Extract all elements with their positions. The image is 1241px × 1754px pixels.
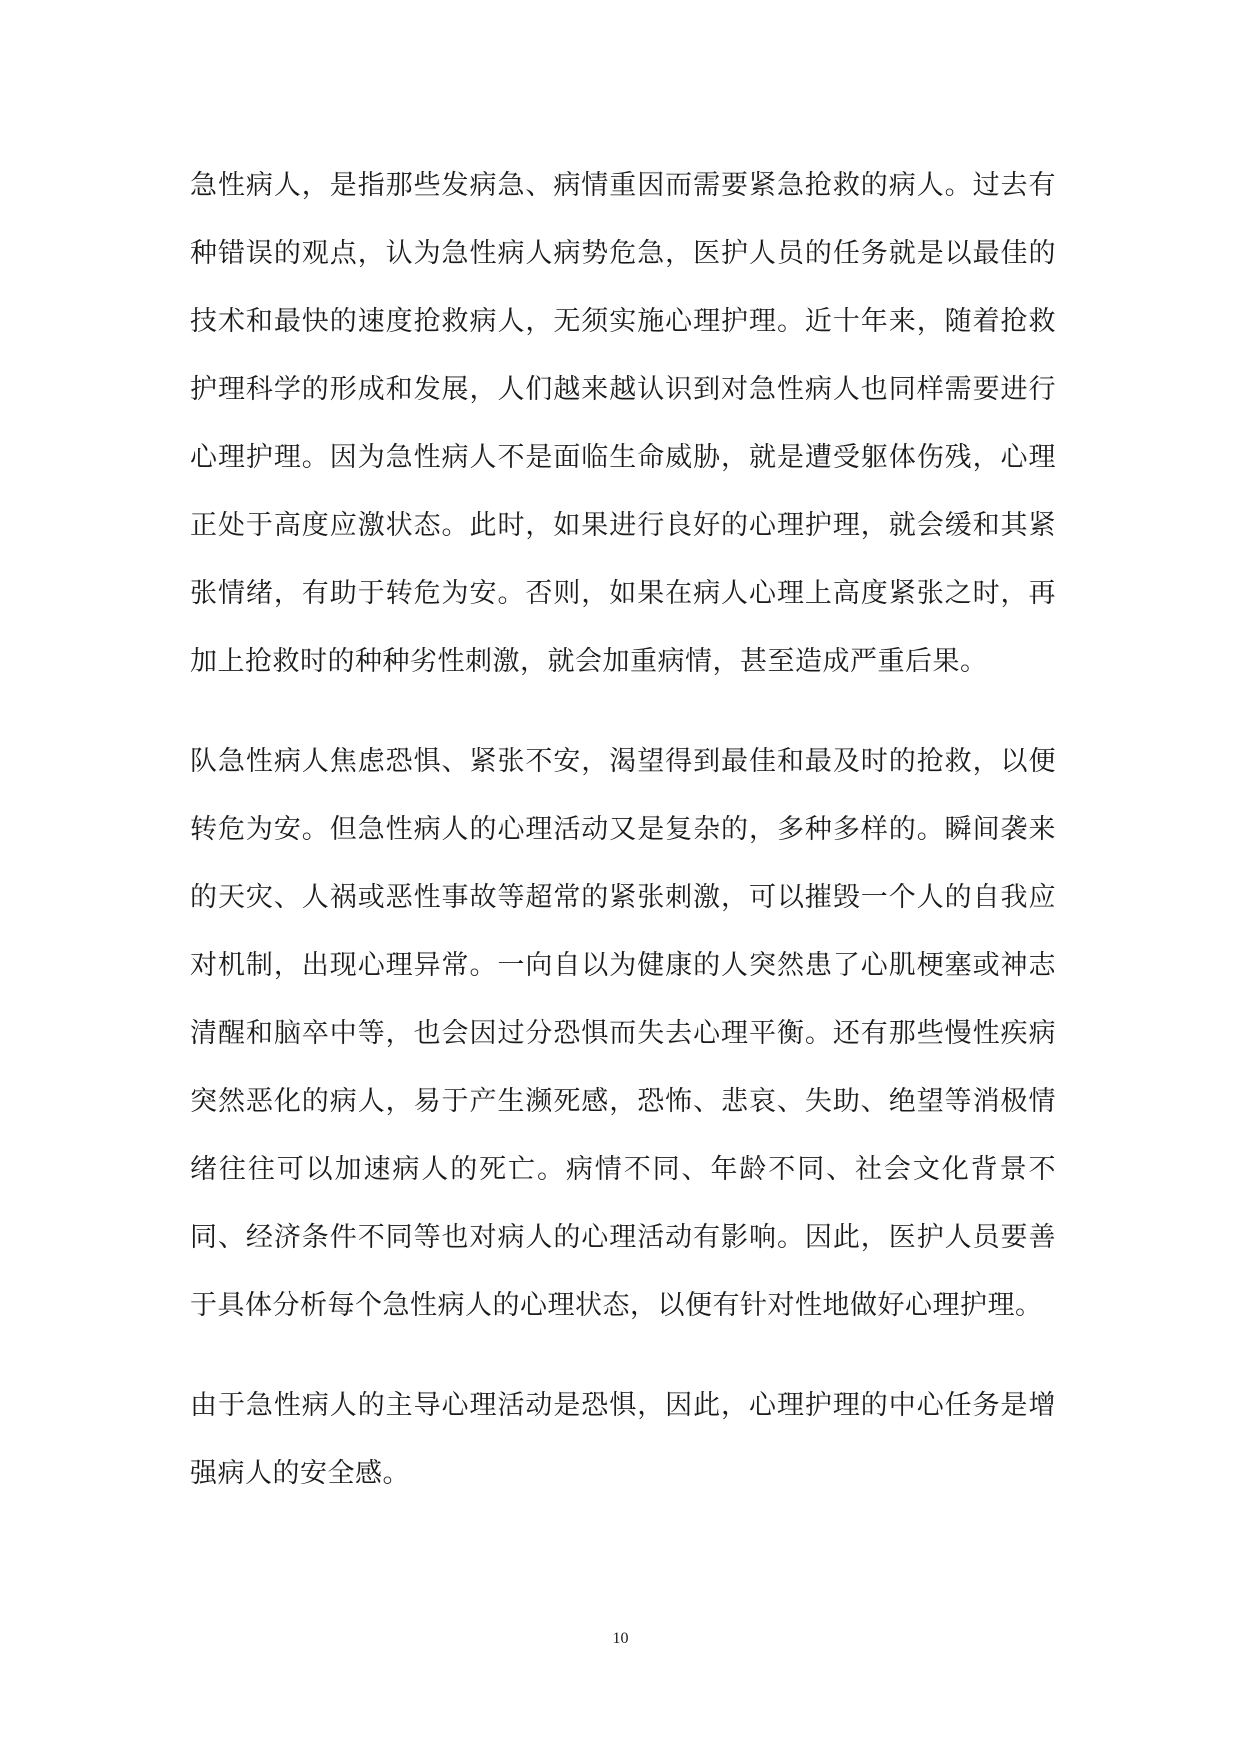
- page-number: 10: [612, 1630, 629, 1647]
- paragraph-3: 由于急性病人的主导心理活动是恐惧，因此，心理护理的中心任务是增强病人的安全感。: [190, 1390, 1056, 1489]
- paragraph-2: 队急性病人焦虑恐惧、紧张不安，渴望得到最佳和最及时的抢救，以便转危为安。但急性病人的心理活动又是复杂的，多种多样的。瞬间袭来的天灾、人祸或恶性事故等超常的紧张刺激，可以摧毁一个人的自我应对机制，出现心理异常。一向自以为健康的人突然患了心肌梗塞或神志清醒和脑卒中等，也会因过分恐惧而失去心理平衡。还有那些慢性疾病突然恶化的病人，易于产生濒死感，恐怖、悲哀、失助、绝望等消极情绪往往可以加速病人的死亡。病情不同、年龄不同、社会文化背景不同、经济条件不同等也对病人的心理活动有影响。因此，医护人员要善于具体分析每个急性病人的心理状态，以便有针对性地做好心理护理。: [190, 746, 1056, 1321]
- body-text: [190, 152, 1056, 1508]
- paragraph-1: 急性病人，是指那些发病急、病情重因而需要紧急抢救的病人。过去有种错误的观点，认为急性病人病势危急，医护人员的任务就是以最佳的技术和最快的速度抢救病人，无须实施心理护理。近十年来，随着抢救护理科学的形成和发展，人们越来越认识到对急性病人也同样需要进行心理护理。因为急性病人不是面临生命威胁，就是遭受躯体伤残，心理正处于高度应激状态。此时，如果进行良好的心理护理，就会缓和其紧张情绪，有助于转危为安。否则，如果在病人心理上高度紧张之时，再加上抢救时的种种劣性刺激，就会加重病情，甚至造成严重后果。: [190, 170, 1056, 677]
